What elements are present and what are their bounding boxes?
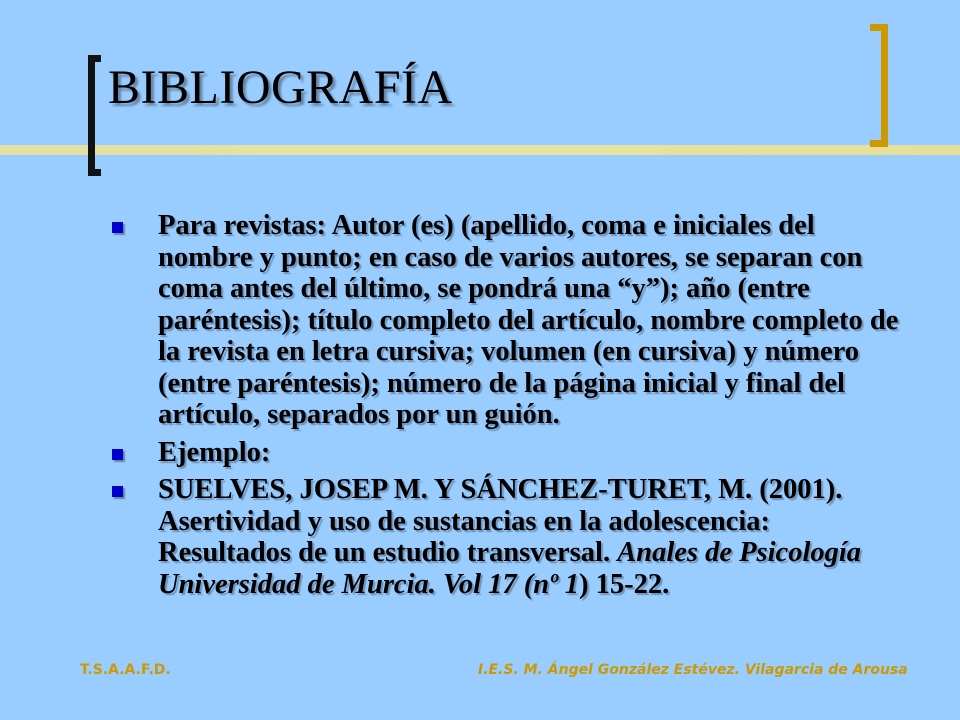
square-bullet-icon [112, 449, 123, 460]
bullet-text: Para revistas: Autor (es) (apellido, coma e iniciales del nombre y punto; en caso de varios autores, se separan con coma antes del último, se pondrá una “y”); año (entre paréntesis); título completo del artículo, nombre completo de la revista en letra cursiva; volumen (en cursiva) y número (entre paréntesis); número de la página inicial y final del artículo, separados por un guión. [158, 210, 899, 430]
bullet-list [110, 210, 910, 606]
reference-journal-italic: Anales de Psicología Universidad de Murcia. Vol 17 (nº 1 [158, 537, 862, 600]
left-bracket-decoration [88, 55, 101, 176]
reference-pages: ) 15-22. [579, 568, 670, 600]
reference-text: SUELVES, JOSEP M. Y SÁNCHEZ-TURET, M. (2001). Asertividad y uso de sustancias en la adolescencia: Resultados de un estudio transversal. [158, 474, 843, 568]
footer-school: I.E.S. M. Ángel González Estévez. Vilagarcia de Arousa [478, 662, 908, 678]
bullet-item-example-label [110, 437, 910, 469]
decorative-band [0, 145, 960, 155]
bullet-text: Ejemplo: [158, 436, 271, 468]
slide-title: BIBLIOGRAFÍA [108, 61, 453, 114]
square-bullet-icon [112, 222, 123, 233]
bullet-item-reference [110, 474, 910, 600]
right-bracket-decoration [870, 24, 888, 147]
footer-course: T.S.A.A.F.D. [80, 662, 171, 678]
bullet-item-journals [110, 210, 910, 431]
square-bullet-icon [112, 486, 123, 497]
